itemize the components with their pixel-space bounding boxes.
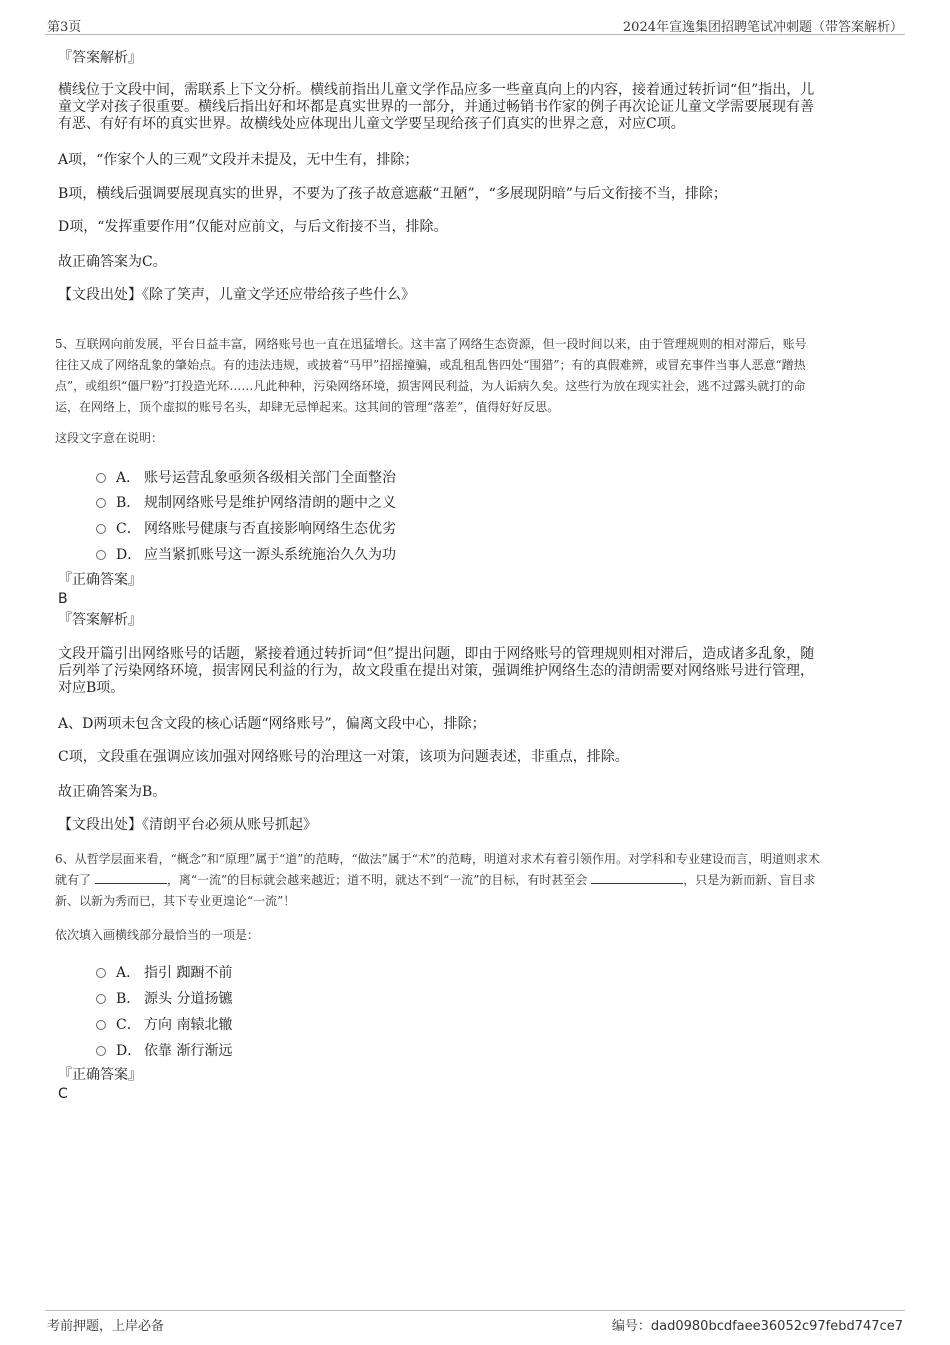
q5-conclusion: 故正确答案为B。 <box>58 784 167 800</box>
radio-icon[interactable] <box>96 524 106 534</box>
q4-analysis-line: 有恶、有好有坏的真实世界。故横线处应体现出儿童文学要呈现给孩子们真实的世界之意，对应C项。 <box>58 116 685 132</box>
q6-prompt: 依次填入画横线部分最恰当的一项是： <box>55 928 260 942</box>
q5-source: 【文段出处】《清朗平台必须从账号抓起》 <box>58 817 317 833</box>
page-number: 第3页 <box>47 20 82 35</box>
q6-option-a[interactable]: A． 指引 踟蹰不前 <box>96 962 232 982</box>
q5-stem-line: 运，在网络上，顶个虚拟的账号名头，却肆无忌惮起来。这其间的管理“落差”，值得好好反思。 <box>55 400 560 414</box>
q5-option-a[interactable]: A． 账号运营乱象亟须各级相关部门全面整治 <box>96 467 396 487</box>
q5-analysis-line: 对应B项。 <box>58 680 125 696</box>
q4-analysis-label: 『答案解析』 <box>58 50 142 66</box>
fill-blank-2[interactable] <box>591 871 683 884</box>
q5-option-d[interactable]: D． 应当紧抓账号这一源头系统施治久久为功 <box>96 544 396 564</box>
q4-explain-b: B项，横线后强调要展现真实的世界，不要为了孩子故意遮蔽“丑陋”，“多展现阴暗”与后文衔接不当，排除； <box>58 186 727 202</box>
q5-analysis-line: 后列举了污染网络环境，损害网民利益的行为，故文段重在提出对策，强调维护网络生态的清朗需要对网络账号进行管理， <box>58 663 814 679</box>
q5-answer: B <box>58 591 68 607</box>
page-header <box>45 14 905 35</box>
page-footer <box>45 1310 905 1335</box>
q4-conclusion: 故正确答案为C。 <box>58 254 167 270</box>
footer-slogan: 考前押题，上岸必备 <box>47 1319 165 1334</box>
q5-stem-line: 往往又成了网络乱象的肇始点。有的违法违规，或披着“马甲”招摇撞骗，或乱租乱售四处“围猎”；有的真假难辨，或冒充事件当事人恶意“蹭热 <box>55 358 806 372</box>
q4-explain-a: A项，“作家个人的三观”文段并未提及，无中生有，排除； <box>58 152 419 168</box>
q4-analysis <box>58 82 814 133</box>
q5-correct-label: 『正确答案』 <box>58 572 142 588</box>
q4-analysis-line: 横线位于文段中间，需联系上下文分析。横线前指出儿童文学作品应多一些童真向上的内容，接着通过转折词“但”指出，儿 <box>58 82 815 98</box>
q6-stem <box>55 849 820 912</box>
q5-option-c[interactable]: C． 网络账号健康与否直接影响网络生态优劣 <box>96 518 396 538</box>
q6-option-c[interactable]: C． 方向 南辕北辙 <box>96 1014 232 1034</box>
radio-icon[interactable] <box>96 1046 106 1056</box>
radio-icon[interactable] <box>96 550 106 560</box>
q5-explain-c: C项，文段重在强调应该加强对网络账号的治理这一对策，该项为问题表述，非重点，排除。 <box>58 749 629 765</box>
q5-stem-line: 点”，或组织“僵尸粉”打投造光环……凡此种种，污染网络环境，损害网民利益，为人诟病久矣。这些行为放在现实社会，逃不过露头就打的命 <box>55 379 806 393</box>
q6-answer: C <box>58 1086 68 1102</box>
radio-icon[interactable] <box>96 994 106 1004</box>
q4-source: 【文段出处】《除了笑声，儿童文学还应带给孩子些什么》 <box>58 287 415 303</box>
radio-icon[interactable] <box>96 498 106 508</box>
radio-icon[interactable] <box>96 968 106 978</box>
q5-analysis-line: 文段开篇引出网络账号的话题，紧接着通过转折词“但”提出问题，即由于网络账号的管理规则相对滞后，造成诸多乱象，随 <box>58 646 815 662</box>
radio-icon[interactable] <box>96 1020 106 1030</box>
q5-stem-line: 5、互联网向前发展，平台日益丰富，网络账号也一直在迅猛增长。这丰富了网络生态资源，但一段时间以来，由于管理规则的相对滞后，账号 <box>55 337 807 351</box>
q6-option-b[interactable]: B． 源头 分道扬镳 <box>96 988 232 1008</box>
q5-option-b[interactable]: B． 规制网络账号是维护网络清朗的题中之义 <box>96 492 396 512</box>
fill-blank-1[interactable] <box>95 871 167 884</box>
q6-stem-line: 新、以新为秀而已，其下专业更遑论“一流”！ <box>55 894 296 908</box>
q6-stem-line: 6、从哲学层面来看，“概念”和“原理”属于“道”的范畴，“做法”属于“术”的范畴，明道对求术有着引领作用。对学科和专业建设而言，明道则求术 <box>55 852 820 866</box>
q5-prompt: 这段文字意在说明： <box>55 431 164 445</box>
radio-icon[interactable] <box>96 473 106 483</box>
q4-explain-d: D项，“发挥重要作用”仅能对应前文，与后文衔接不当，排除。 <box>58 219 448 235</box>
q5-stem <box>55 334 807 418</box>
q6-stem-line: 就有了 ，离“一流”的目标就会越来越近；道不明，就达不到“一流”的目标，有时甚至会 ，只是为新而新、盲目求 <box>55 873 816 887</box>
document-id: 编号：dad0980bcdfaee36052c97febd747ce7 <box>611 1319 903 1334</box>
q5-analysis-label: 『答案解析』 <box>58 612 142 628</box>
q5-analysis <box>58 646 814 697</box>
q5-explain-ad: A、D两项未包含文段的核心话题“网络账号”，偏离文段中心，排除； <box>58 716 486 732</box>
q6-correct-label: 『正确答案』 <box>58 1067 142 1083</box>
document-title: 2024年宣逸集团招聘笔试冲刺题（带答案解析） <box>622 20 903 35</box>
q4-analysis-line: 童文学对孩子很重要。横线后指出好和坏都是真实世界的一部分，并通过畅销书作家的例子再次论证儿童文学需要展现有善 <box>58 99 814 115</box>
q6-option-d[interactable]: D． 依靠 渐行渐远 <box>96 1040 232 1060</box>
